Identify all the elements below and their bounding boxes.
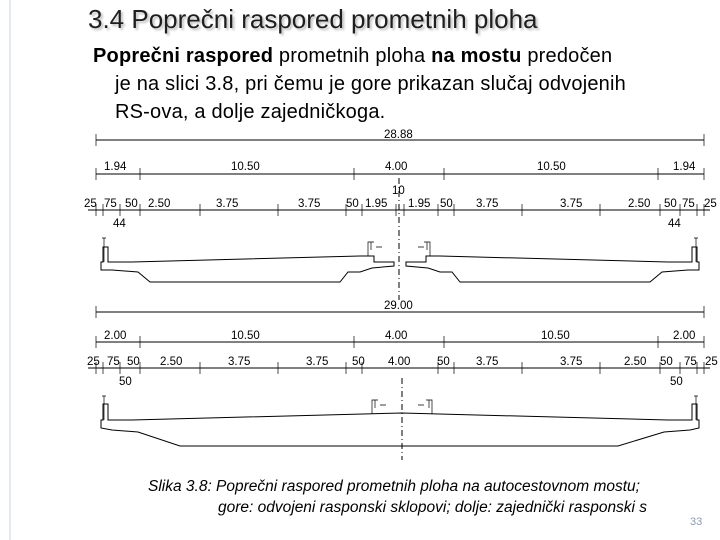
top-total-dim: 28.88	[384, 129, 413, 141]
bottom-cross-section	[87, 300, 718, 460]
top-row2-dim-14: 75	[682, 198, 695, 210]
bottom-row2-dim-7: 4.00	[388, 356, 411, 368]
slide-title: 3.4 Poprečni raspored prometnih ploha	[88, 4, 538, 34]
top-row2-dim-7: 1.95	[365, 198, 388, 210]
top-gap-dim: 10	[392, 185, 405, 197]
top-row1-dim-4: 1.94	[673, 161, 696, 173]
top-edge-right: 44	[668, 218, 681, 230]
bottom-edge-right: 50	[670, 376, 683, 388]
bottom-row2-dim-11: 2.50	[624, 356, 647, 368]
bottom-row2-dim-6: 50	[352, 356, 365, 368]
caption-line-1: Slika 3.8: Poprečni raspored prometnih ploha na autocestovnom mostu;	[148, 478, 640, 495]
bottom-row2-dim-12: 50	[660, 356, 673, 368]
top-row2-dim-4: 3.75	[216, 198, 239, 210]
top-row2-dim-15: 25	[704, 198, 717, 210]
bottom-total-dim: 29.00	[384, 300, 413, 312]
top-row2-dim-5: 3.75	[298, 198, 321, 210]
bottom-row2-dim-2: 50	[127, 356, 140, 368]
top-row2-dim-11: 3.75	[560, 198, 583, 210]
top-row2-dim-8: 1.95	[408, 198, 431, 210]
top-row2-dim-9: 50	[440, 198, 453, 210]
top-row2-dim-3: 2.50	[148, 198, 171, 210]
bottom-row2-dim-13: 75	[684, 356, 697, 368]
bullet-line-2: je na slici 3.8, pri čemu je gore prikazan slučaj odvojenih	[115, 73, 626, 95]
bottom-row2-dim-5: 3.75	[306, 356, 329, 368]
top-row2-dim-1: 75	[104, 198, 117, 210]
bottom-row2-dim-0: 25	[87, 356, 100, 368]
top-row1-dim-2: 4.00	[385, 161, 408, 173]
bottom-row2-dim-9: 3.75	[476, 356, 499, 368]
top-row2-dim-13: 50	[664, 198, 677, 210]
figure-caption	[148, 476, 720, 518]
top-row2-dim-2: 50	[125, 198, 138, 210]
page-number: 33	[690, 516, 703, 528]
bottom-row1-dim-3: 10.50	[541, 330, 570, 342]
bullet-text-1: prometnih ploha	[273, 45, 432, 67]
top-row2-dim-6: 50	[346, 198, 359, 210]
top-cross-section	[84, 129, 717, 300]
top-row2-dim-12: 2.50	[628, 198, 651, 210]
top-row2-dim-10: 3.75	[476, 198, 499, 210]
bottom-row1-dim-0: 2.00	[104, 330, 127, 342]
top-row2-dim-0: 25	[84, 198, 97, 210]
bottom-row2-dim-8: 50	[437, 356, 450, 368]
bottom-edge-left: 50	[119, 376, 132, 388]
bottom-row1-dim-2: 4.00	[385, 330, 408, 342]
top-edge-left: 44	[113, 218, 126, 230]
bullet-bold-1: Poprečni raspored	[93, 45, 274, 67]
bottom-row2-dim-14: 25	[705, 356, 718, 368]
bottom-row1-dim-4: 2.00	[673, 330, 696, 342]
bottom-row2-dim-10: 3.75	[560, 356, 583, 368]
bottom-row2-dim-4: 3.75	[228, 356, 251, 368]
bottom-row1-dim-1: 10.50	[231, 330, 260, 342]
bottom-row2-dim-3: 2.50	[160, 356, 183, 368]
bullet-text-2: predočen	[521, 45, 613, 67]
caption-line-2: gore: odvojeni rasponski sklopovi; dolje: zajednički rasponski s	[218, 499, 648, 516]
top-row1-dim-3: 10.50	[537, 161, 566, 173]
bullet-line-3: RS-ova, a dolje zajedničkoga.	[115, 101, 386, 123]
bottom-row2-dim-1: 75	[107, 356, 120, 368]
bullet-bold-2: na mostu	[431, 45, 522, 67]
top-row1-dim-0: 1.94	[104, 161, 127, 173]
top-row1-dim-1: 10.50	[231, 161, 260, 173]
